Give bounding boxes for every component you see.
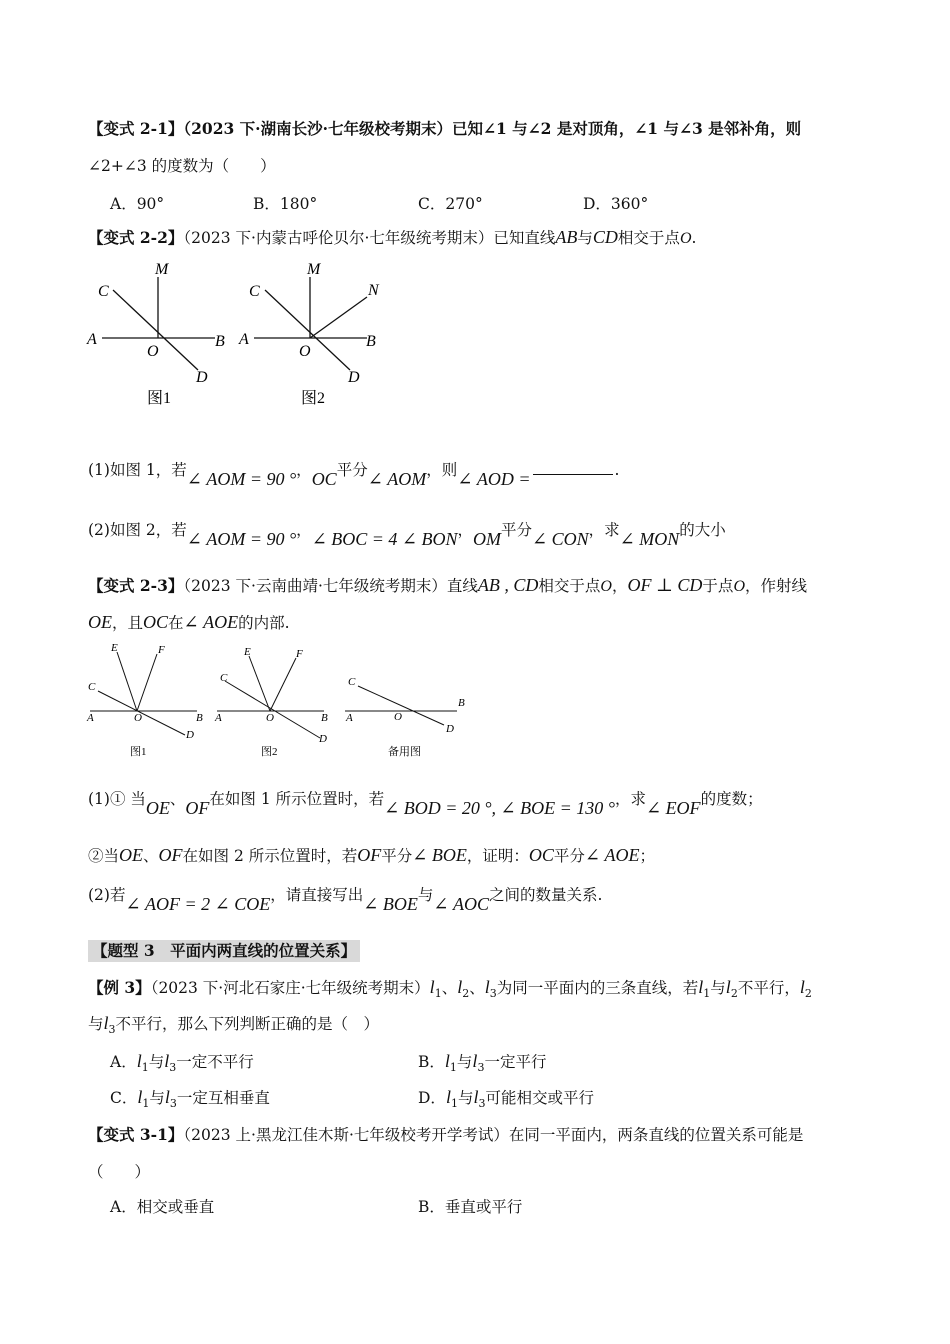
v23-figure-spare [342,640,472,760]
ex3-stem-line2 [88,1012,379,1041]
fig1-caption: 图1 [147,390,172,407]
fig2-caption: 图2 [301,390,326,407]
v22-ab: AB [555,227,578,247]
fig1-label-d: D [196,369,208,386]
p1-prefix: (1)① 当 [88,790,146,808]
fig23-3-c: C [348,676,356,688]
fig1-label-c: C [98,283,109,300]
fig1-label-b: B [215,333,225,350]
q2-qiu: ，求 [588,521,620,539]
v23-t1: 相交于点 [538,577,601,595]
fig2-label-n: N [368,282,379,299]
v31-tag: 【变式 3-1】 [88,1125,184,1144]
fig23-3-b: B [458,697,465,709]
p3-yu: 与 [417,886,434,904]
p2-of2: OF [357,845,382,865]
fig23-1-f: F [158,644,165,656]
fig23-3-caption: 备用图 [388,746,421,758]
p2-sep: 、 [143,847,159,865]
ex3-l2c: l [799,977,805,997]
fig1-label-m: M [155,261,169,278]
fig23-1-caption: 图1 [130,746,147,758]
fig23-2-b: B [321,712,328,724]
ex3-l2-yu: 与 [88,1015,104,1033]
fig23-2-e: E [244,646,251,658]
q1-answer-blank[interactable] [533,460,613,475]
p2-mid: 在如图 2 所示位置时，若 [182,847,358,865]
fig23-3-o: O [394,711,402,723]
p1-qiu: ，求 [614,790,646,808]
p2-bisect2: 平分 [553,847,585,865]
ex3-line2-text: 不平行，那么下列判断正确的是（ ） [115,1015,380,1033]
fig23-2-c: C [220,672,228,684]
ex3-option-a: A．$l_1$与$l_3$一定不平行 [110,1051,254,1075]
v22-question-2 [88,518,726,549]
v23-figure-1 [85,640,215,760]
v23-o2: O [733,578,745,595]
v23-part1b [88,844,655,867]
v22-figure-1 [85,255,235,410]
ex3-l1b-sub: 1 [703,987,711,1001]
ex3-l2: l [457,977,463,997]
fig2-label-m: M [307,261,321,278]
ex3-l1b: l [698,977,704,997]
ex3-option-b: B．$l_1$与$l_3$一定平行 [418,1051,547,1075]
v23-oe: OE [88,612,112,632]
v23-abcd: AB , CD [477,575,539,595]
q1-comma: ， [296,461,312,479]
v31-option-b: B．垂直或平行 [418,1198,523,1216]
q2-comma1: ， [296,521,312,539]
ex3-l1: l [429,977,435,997]
v23-aoe: ∠ AOE [183,612,239,632]
fig23-1-c: C [88,681,96,693]
p2-of: OF [158,845,183,865]
p1-expr: ∠ BOD = 20 °, ∠ BOE = 130 ° [384,798,615,818]
p3-boe: ∠ BOE [363,894,418,914]
ex3-text1: 为同一平面内的三条直线，若 [496,979,699,997]
ex3-l1-sub: 1 [434,987,442,1001]
q1-oc: OC [311,469,337,489]
p3-expr: ∠ AOF = 2 ∠ COE [125,894,271,914]
fig23-2-caption: 图2 [261,746,278,758]
fig23-1-b: B [196,712,203,724]
q1-bisect: 平分 [336,461,368,479]
v22-yu: 与 [577,229,593,247]
ex3-l3: l [484,977,490,997]
p2-oc: OC [528,845,554,865]
fig23-3-d: D [446,723,454,735]
fig23-2-d: D [319,733,327,745]
fig23-2-a: A [215,712,222,724]
fig2-label-c: C [249,283,260,300]
p3-prefix: (2)若 [88,886,126,904]
fig23-1-d: D [186,729,194,741]
p3-aoc: ∠ AOC [433,894,489,914]
v31-paren: （ ） [88,1163,151,1181]
v23-t3: 于点 [702,577,734,595]
q2-om: OM [473,529,502,549]
ex3-l3b: l [103,1013,109,1033]
fig2-label-d: D [348,369,360,386]
v21-text: 【变式 2-1】（2023 下·湖南长沙·七年级校考期末）已知∠1 与∠2 是对顶角，∠1 与∠3 是邻补角，则 [88,119,802,138]
q2-expr-aom: ∠ AOM = 90 ° [186,529,297,549]
v22-source: （2023 下·内蒙古呼伦贝尔·七年级统考期末）已知直线 [183,229,556,247]
v23-source: （2023 下·云南曲靖·七年级统考期末）直线 [183,577,478,595]
v21-stem-line2: ∠2+∠3 的度数为（ ） [88,157,276,175]
v22-tail: 相交于点 [617,229,680,247]
fig23-2-o: O [266,712,274,724]
ex3-option-c: C．$l_1$与$l_3$一定互相垂直 [110,1087,270,1111]
v23-stem-line2 [88,611,290,634]
ex3-l2c-sub: 2 [804,987,812,1001]
v22-tag: 【变式 2-2】 [88,228,184,247]
v22-question-1 [88,458,620,489]
p2-end: ； [639,847,655,865]
p1-of: OF [185,798,210,818]
p1-sep: 、 [169,790,186,808]
ex3-sep1: 、 [441,979,458,997]
fig23-2-f: F [296,648,303,660]
v31-option-a: A．相交或垂直 [110,1198,215,1216]
ex3-l3b-sub: 3 [108,1023,116,1037]
fig23-1-a: A [87,712,94,724]
p1-oe: OE [145,798,170,818]
q2-end: 的大小 [679,521,726,539]
p3-end: 之间的数量关系. [488,886,603,904]
v21-option-d: D．360° [583,195,649,213]
p2-boe: ∠ BOE [412,845,467,865]
v31-text: （2023 上·黑龙江佳木斯·七年级校考开学考试）在同一平面内，两条直线的位置关系可能是 [183,1126,804,1144]
p2-bisect: 平分 [381,847,413,865]
q1-aod: ∠ AOD = [457,469,531,489]
ex3-l3-sub: 3 [489,987,497,1001]
q1-expr-aom: ∠ AOM = 90 ° [186,469,297,489]
v21-option-b: B．180° [253,195,318,213]
v21-option-a: A．90° [110,195,165,213]
fig23-1-o: O [134,712,142,724]
v23-t7: 的内部. [238,614,290,632]
ex3-sep2: 、 [469,979,485,997]
ex3-l2-sub: 2 [462,987,470,1001]
v23-figure-2 [212,640,342,760]
q2-bisect: 平分 [501,521,533,539]
ex3-text3: 不平行， [737,979,800,997]
fig2-label-b: B [366,333,376,350]
v23-t4: ，作射线 [745,577,808,595]
fig2-label-o: O [299,343,311,360]
p2-aoe: ∠ AOE [584,845,640,865]
v23-t2: ， [611,577,628,595]
v23-tag: 【变式 2-3】 [88,576,184,595]
v21-option-c: C．270° [418,195,483,213]
v21-stem-line1 [88,118,801,140]
ex3-option-d: D．$l_1$与$l_3$可能相交或平行 [418,1087,594,1111]
fig2-label-a: A [239,331,249,348]
v22-dot: . [691,229,697,247]
q1-then: ，则 [426,461,458,479]
q1-aom: ∠ AOM [367,469,427,489]
v23-part2 [88,883,603,914]
p2-prove: ，证明： [466,847,529,865]
q2-con: ∠ CON [532,529,589,549]
p2-prefix: ②当 [88,847,120,865]
p1-end: 的度数； [700,790,763,808]
q2-comma2: ， [457,521,474,539]
v23-stem-line1 [88,574,807,598]
q2-expr-boc: ∠ BOC = 4 ∠ BON [311,529,458,549]
v22-figure-2 [237,255,397,410]
v23-t6: 在 [168,614,184,632]
fig1-label-a: A [87,331,97,348]
p2-oe: OE [119,845,144,865]
v31-stem [88,1124,803,1146]
section-heading-type3: 【题型 3 平面内两直线的位置关系】 [88,940,360,962]
v23-t5: ，且 [112,614,144,632]
p3-mid: ，请直接写出 [270,886,364,904]
ex3-l2b: l [725,977,731,997]
ex3-tag: 【例 3】 [88,978,151,997]
fig23-1-e: E [111,642,118,654]
ex3-source: （2023 下·河北石家庄·七年级统考期末） [150,979,430,997]
ex3-text2: 与 [710,979,726,997]
v22-o: O [679,230,692,247]
q2-mon: ∠ MON [619,529,680,549]
q2-prefix: (2)如图 2，若 [88,521,187,539]
fig1-label-o: O [147,343,159,360]
q1-end: . [614,461,620,479]
q1-prefix: (1)如图 1，若 [88,461,187,479]
fig23-3-a: A [346,712,353,724]
p1-eof: ∠ EOF [645,798,701,818]
v23-oc: OC [143,612,169,632]
v23-o1: O [600,578,612,595]
ex3-l2b-sub: 2 [730,987,738,1001]
v22-cd: CD [592,227,618,247]
ex3-stem-line1 [88,976,812,1005]
p1-mid: 在如图 1 所示位置时，若 [209,790,385,808]
v22-stem [88,226,696,250]
v23-of-perp-cd: OF ⊥ CD [627,575,703,595]
v23-part1a [88,787,763,818]
